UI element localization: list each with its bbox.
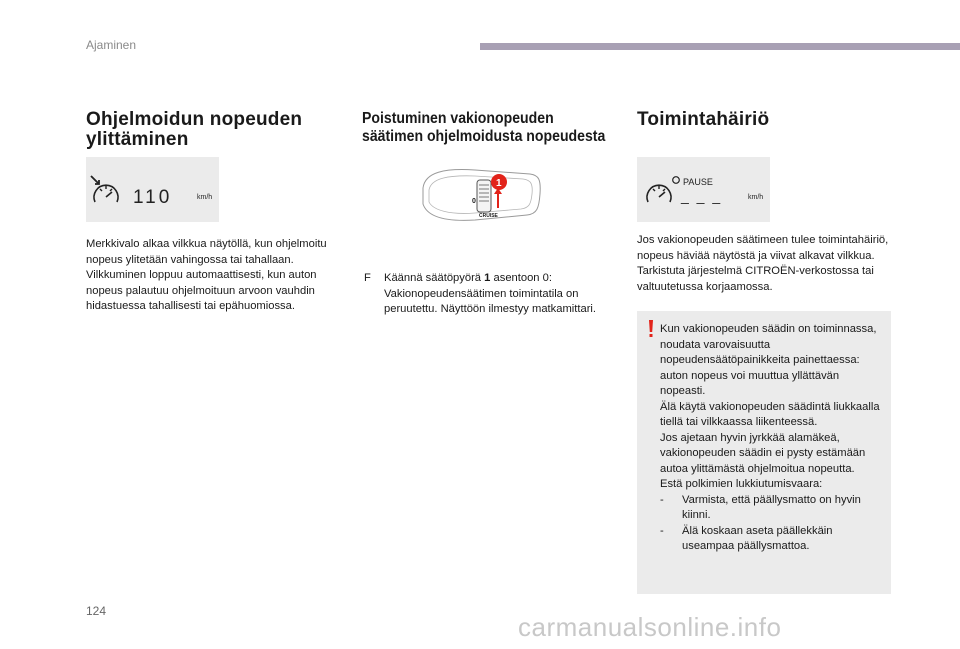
speedometer-flashing-icon: [91, 176, 118, 202]
cruise-lever-illustration: [415, 158, 548, 237]
col-over-speed: [86, 110, 346, 150]
warning-list-item: [660, 493, 886, 524]
warning-item-1: Varmista, että päällysmatto on hyvin kiinni.: [682, 493, 861, 521]
over-speed-body: Merkkivalo alkaa vilkkua näytöllä, kun ohjelmoitu nopeus ylitetään vahingossa tai tahallaan. Vilkkuminen loppuu automaattisesti, kun auton nopeus palautuu ohjelmoituun arvoon vauhdin hidastuessa tahallisesti tai epähuomiossa.: [86, 238, 327, 313]
display-speed-unit: km/h: [748, 194, 764, 201]
speedometer-display: [86, 157, 219, 222]
pause-display: [637, 157, 770, 222]
instruction-item: [364, 271, 624, 318]
warning-list-item: [660, 524, 886, 555]
speedometer-icon: [647, 185, 671, 202]
display-pause-text: PAUSE: [683, 177, 713, 187]
instruction-text-bold: 1: [484, 272, 491, 284]
section-title: Ajaminen: [86, 38, 137, 52]
warning-text: [660, 322, 886, 555]
heading-line-2: säätimen ohjelmoidusta nopeudesta: [362, 128, 606, 145]
warning-para-4: Estä polkimien lukkiutumisvaara:: [660, 478, 823, 490]
heading-line-1: Poistuminen vakionopeuden: [362, 110, 554, 127]
heading-malfunction: Toimintahäiriö: [637, 109, 770, 130]
warning-para-2: Älä käytä vakionopeuden säädintä liukkaalla tiellä tai vilkkaassa liikenteessä.: [660, 400, 880, 428]
watermark: carmanualsonline.info: [518, 612, 782, 642]
pause-display-panel: [637, 157, 770, 222]
display-speed-unit: km/h: [197, 194, 213, 201]
heading-exit-programmed: [362, 110, 606, 146]
instruction-text: [384, 271, 624, 318]
bullet-marker: F: [364, 272, 371, 284]
exclamation-icon: [647, 320, 655, 338]
list-dash: -: [660, 524, 664, 537]
warning-para-3: Jos ajetaan hyvin jyrkkää alamäkeä, vakionopeuden säädin ei pysty estämään autoa ylittämästä ohjelmoitua nopeutta.: [660, 431, 866, 475]
limiter-circle-icon: [673, 177, 680, 184]
page-number: 124: [86, 604, 107, 618]
malfunction-body: Jos vakionopeuden säätimeen tulee toimintahäiriö, nopeus häviää näytöstä ja viivat alkavat vilkkua. Tarkistuta järjestelmä CITROËN-verkostossa tai valtuutetussa korjaamossa.: [637, 234, 889, 293]
speed-display-panel: [86, 157, 219, 222]
heading-line-2: ylittäminen: [86, 129, 189, 150]
instruction-text-pre: Käännä säätöpyörä: [384, 272, 485, 284]
display-dashes: _ _ _: [681, 188, 723, 204]
warning-para-1: Kun vakionopeuden säädin on toiminnassa, noudata varovaisuutta nopeudensäätöpainikkeita painettaessa: auton nopeus voi muuttua yllättävän nopeasti.: [660, 323, 877, 397]
display-speed-value: 110: [133, 187, 173, 208]
lever-cruise-label: CRUISE: [479, 213, 498, 219]
heading-line-1: Ohjelmoidun nopeuden: [86, 109, 303, 130]
heading-over-speed: [86, 110, 346, 150]
header-bar: [480, 43, 960, 50]
col-exit-programmed: [362, 110, 632, 146]
callout-number: 1: [496, 178, 502, 189]
lever-illustration-panel: [415, 158, 548, 237]
warning-item-2: Älä koskaan aseta päällekkäin useampaa päällysmattoa.: [682, 524, 833, 552]
instruction-text-post: asentoon 0: Vakionopeudensäätimen toimintatila on peruutettu. Näyttöön ilmestyy matkamittari.: [384, 272, 597, 316]
lever-zero-label: 0: [472, 198, 476, 205]
list-dash: -: [660, 493, 664, 506]
